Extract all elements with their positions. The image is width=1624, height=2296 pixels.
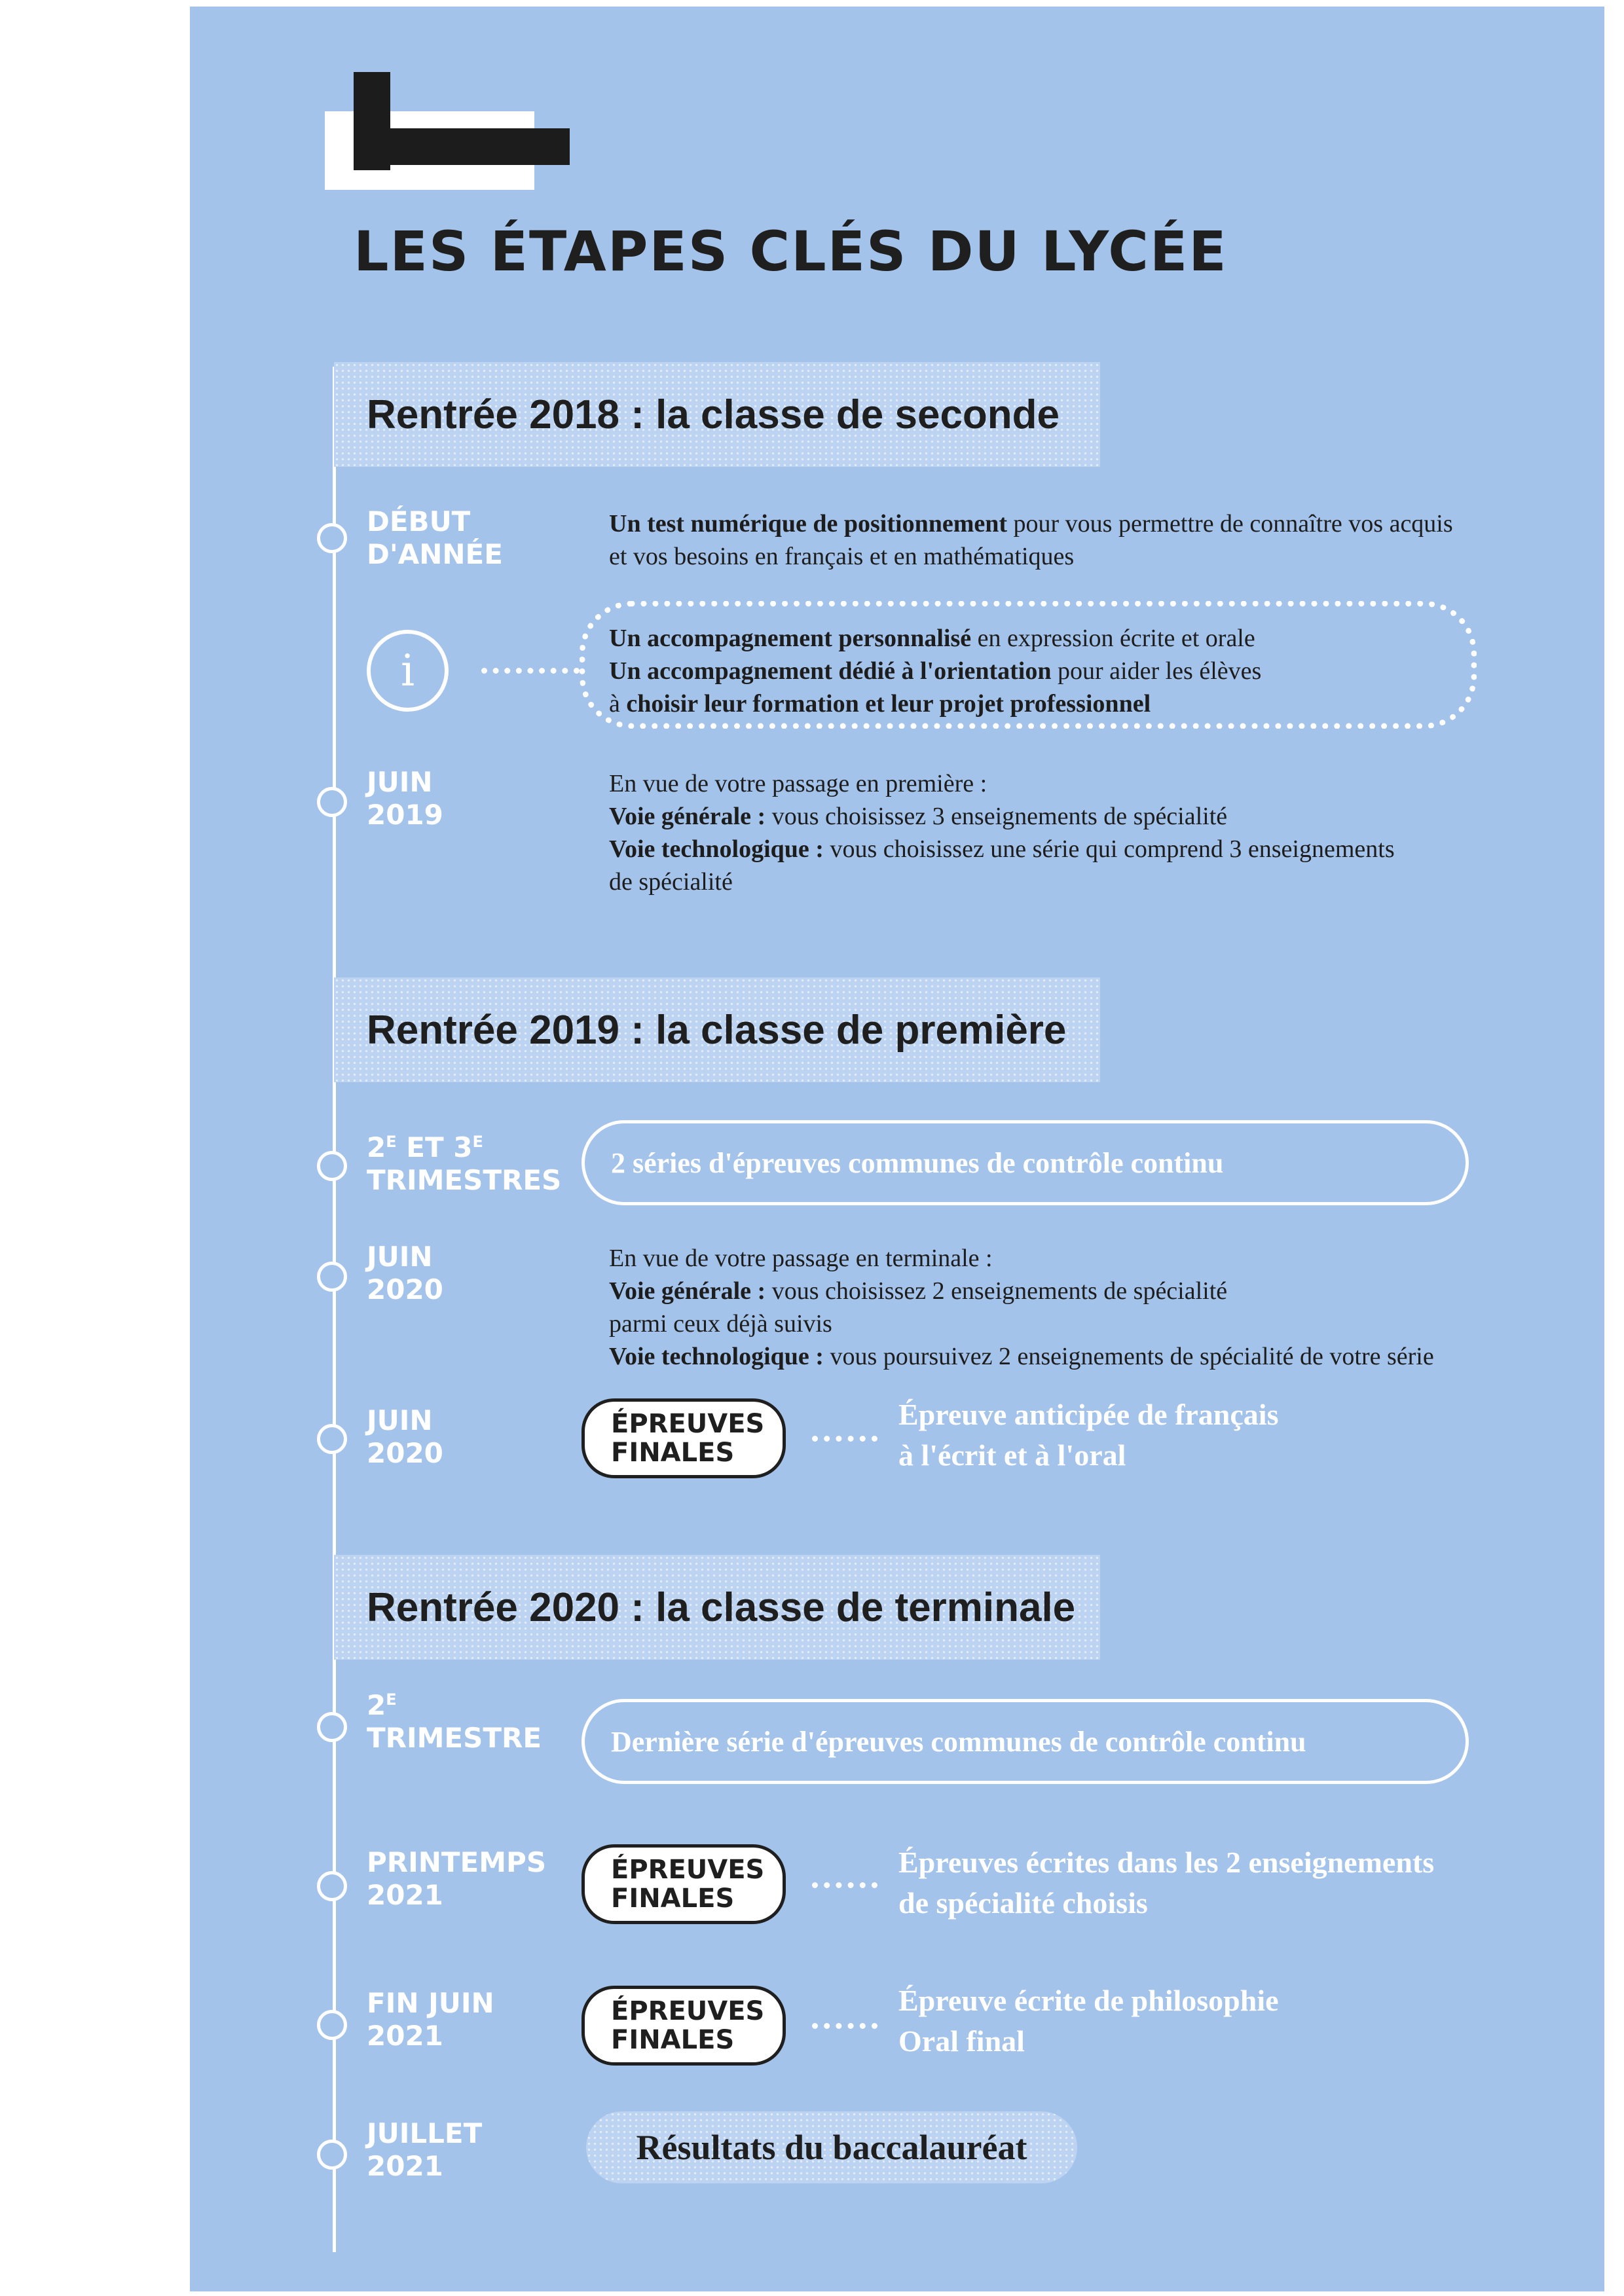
- timeline-line: [333, 367, 336, 2252]
- badge-line: ÉPREUVES: [611, 1996, 765, 2026]
- text-line: En vue de votre passage en première :: [609, 770, 987, 797]
- text-line: [609, 1340, 1434, 1373]
- step-label-printemps-2021: [367, 1846, 546, 1912]
- step-label-line: JUIN: [367, 766, 433, 798]
- text-span: vous choisissez 3 enseignements de spécialité: [766, 803, 1228, 830]
- timeline-node: [317, 2010, 347, 2040]
- finales-text-francais: [898, 1394, 1278, 1476]
- step-label-juin-2020-finales: [367, 1404, 443, 1470]
- text-line: [609, 655, 1261, 687]
- text-span: ET 3: [396, 1131, 473, 1163]
- text-span: vous poursuivez 2 enseignements de spécialité de votre série: [823, 1343, 1434, 1370]
- text-span: en expression écrite et orale: [971, 625, 1255, 652]
- dotted-connector: [812, 1882, 877, 1888]
- step-label-line: PRINTEMPS: [367, 1846, 547, 1878]
- badge-epreuves-finales: [581, 1986, 786, 2066]
- text-line: et vos besoins en français et en mathématiques: [609, 543, 1075, 570]
- bold-text: Voie technologique :: [609, 835, 824, 863]
- step-text-juin-2019: [609, 767, 1395, 898]
- text-line: de spécialité: [609, 868, 733, 896]
- badge-epreuves-finales: [581, 1844, 786, 1924]
- bold-text: Un accompagnement personnalisé: [609, 625, 972, 652]
- text-line: à l'écrit et à l'oral: [898, 1438, 1126, 1472]
- superscript: E: [386, 1690, 397, 1709]
- step-text-juin-2020: [609, 1242, 1434, 1373]
- text-line: Épreuve anticipée de français: [898, 1398, 1279, 1431]
- step-label-line: TRIMESTRES: [367, 1164, 562, 1196]
- superscript: E: [386, 1133, 397, 1151]
- step-text-debut: [609, 507, 1453, 573]
- step-label-line: FIN JUIN: [367, 1987, 494, 2019]
- text-line: [609, 1275, 1434, 1307]
- badge-line: ÉPREUVES: [611, 1855, 765, 1885]
- text-line: En vue de votre passage en terminale :: [609, 1245, 993, 1272]
- step-label-line: [367, 1689, 542, 1722]
- badge-line: FINALES: [611, 1884, 735, 1914]
- step-label-line: JUILLET: [367, 2117, 483, 2149]
- dotted-connector: [481, 668, 580, 674]
- step-label-line: [367, 1131, 561, 1164]
- info-text: [609, 622, 1261, 720]
- bold-text: Un accompagnement dédié à l'orientation: [609, 657, 1052, 685]
- info-icon: [367, 630, 449, 712]
- step-label-line: 2019: [367, 799, 443, 831]
- bold-text: Voie générale :: [609, 1277, 766, 1305]
- step-label-fin-juin-2021: [367, 1987, 494, 2052]
- text-line: de spécialité choisis: [898, 1886, 1148, 1920]
- text-line: Épreuve écrite de philosophie: [898, 1984, 1279, 2017]
- timeline-node: [317, 1151, 347, 1181]
- dotted-connector: [812, 2023, 877, 2029]
- text-line: [609, 833, 1395, 866]
- badge-line: FINALES: [611, 1438, 735, 1468]
- step-label-line: DÉBUT: [367, 505, 471, 538]
- timeline-node: [317, 787, 347, 817]
- text-line: [609, 507, 1453, 540]
- results-baccalaureat: Résultats du baccalauréat: [586, 2111, 1077, 2183]
- badge-line: ÉPREUVES: [611, 1409, 765, 1439]
- section-header-seconde: Rentrée 2018 : la classe de seconde: [334, 362, 1100, 467]
- timeline-node: [317, 523, 347, 553]
- text-line: Oral final: [898, 2024, 1025, 2058]
- text-span: pour aider les élèves: [1051, 657, 1262, 685]
- step-label-line: D'ANNÉE: [367, 538, 503, 570]
- step-label-juin-2019: [367, 766, 443, 831]
- timeline-node: [317, 1871, 347, 1901]
- bold-text: Voie technologique :: [609, 1343, 824, 1370]
- dotted-connector: [812, 1436, 877, 1442]
- text-line: [609, 687, 1261, 720]
- step-label-line: 2021: [367, 1879, 443, 1911]
- bold-text: Voie générale :: [609, 803, 766, 830]
- text-line: [609, 622, 1261, 655]
- step-label-2e-trimestre: [367, 1689, 542, 1755]
- step-label-line: TRIMESTRE: [367, 1722, 542, 1754]
- step-label-debut: [367, 505, 503, 571]
- section-header-terminale: Rentrée 2020 : la classe de terminale: [334, 1555, 1100, 1660]
- text-span: à: [609, 690, 627, 718]
- step-label-line: 2021: [367, 2020, 443, 2052]
- info-glyph: i: [400, 646, 415, 696]
- section-header-premiere: Rentrée 2019 : la classe de première: [334, 977, 1100, 1082]
- timeline-node: [317, 1262, 347, 1292]
- timeline-node: [317, 1712, 347, 1742]
- finales-text-philosophie: [898, 1980, 1279, 2062]
- page-title: LES ÉTAPES CLÉS DU LYCÉE: [354, 219, 1228, 283]
- superscript: E: [472, 1133, 483, 1151]
- text-span: 2: [367, 1689, 386, 1721]
- bold-text: Un test numérique de positionnement: [609, 510, 1008, 538]
- step-label-trimestres: [367, 1131, 561, 1197]
- step-label-line: JUIN: [367, 1241, 433, 1273]
- step-label-juin-2020: [367, 1241, 443, 1306]
- text-line: parmi ceux déjà suivis: [609, 1310, 832, 1338]
- step-label-line: 2021: [367, 2150, 443, 2182]
- text-line: Épreuves écrites dans les 2 enseignements: [898, 1846, 1435, 1879]
- step-label-juillet-2021: [367, 2117, 482, 2183]
- bold-text: choisir leur formation et leur projet professionnel: [626, 690, 1151, 718]
- logo-bar-horizontal: [354, 128, 570, 165]
- text-span: vous choisissez 2 enseignements de spécialité: [766, 1277, 1228, 1305]
- text-span: vous choisissez une série qui comprend 3 enseignements: [823, 835, 1395, 863]
- text-span: pour vous permettre de connaître vos acquis: [1007, 510, 1453, 538]
- timeline-node: [317, 1424, 347, 1454]
- pill-controle-continu: 2 séries d'épreuves communes de contrôle continu: [581, 1120, 1469, 1205]
- text-span: 2: [367, 1131, 386, 1163]
- badge-epreuves-finales: [581, 1398, 786, 1478]
- timeline-node: [317, 2140, 347, 2170]
- step-label-line: 2020: [367, 1273, 443, 1305]
- step-label-line: JUIN: [367, 1404, 433, 1436]
- text-line: [609, 800, 1395, 833]
- step-label-line: 2020: [367, 1437, 443, 1469]
- pill-derniere-serie: Dernière série d'épreuves communes de contrôle continu: [581, 1699, 1469, 1784]
- finales-text-specialites: [898, 1842, 1434, 1923]
- badge-line: FINALES: [611, 2025, 735, 2055]
